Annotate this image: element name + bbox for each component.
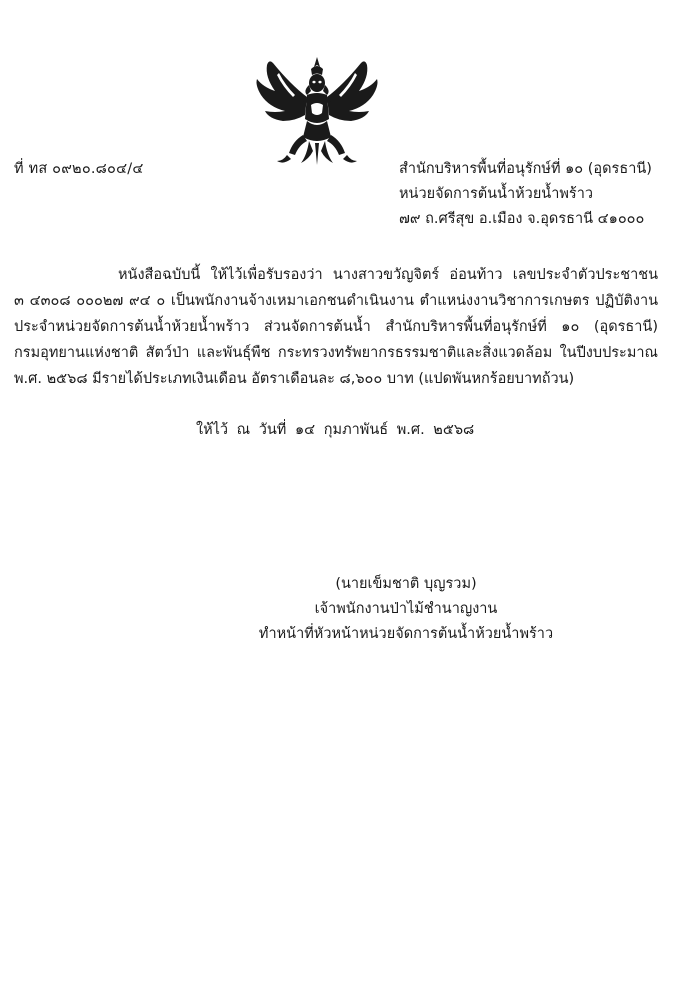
office-name: สำนักบริหารพื้นที่อนุรักษ์ที่ ๑๐ (อุดรธานี) xyxy=(399,161,652,177)
document-reference-number: ที่ ทส ๐๙๒๐.๘๐๔/๔ xyxy=(14,161,144,177)
body-line: พ.ศ. ๒๕๖๘ มีรายได้ประเภทเงินเดือน อัตราเดือนละ ๘,๖๐๐ บาท (แปดพันหกร้อยบาทถ้วน) xyxy=(14,371,575,387)
unit-name: หน่วยจัดการต้นน้ำห้วยน้ำพร้าว xyxy=(399,186,593,202)
signature-block xyxy=(203,572,609,647)
body-line: หนังสือฉบับนี้ ให้ไว้เพื่อรับรองว่า นางสาวขวัญจิตร์ อ่อนท้าว เลขประจำตัวประชาชน xyxy=(118,267,658,283)
body-line: ประจำหน่วยจัดการต้นน้ำห้วยน้ำพร้าว ส่วนจัดการต้นน้ำ สำนักบริหารพื้นที่อนุรักษ์ที่ ๑๐ (อุดรธานี) xyxy=(14,319,658,335)
body-line: ๓ ๔๓๐๘ ๐๐๐๒๗ ๙๔ ๐ เป็นพนักงานจ้างเหมาเอกชนดำเนินงาน ตำแหน่งงานวิชาการเกษตร ปฏิบัติงาน xyxy=(14,293,658,309)
garuda-emblem-icon xyxy=(251,55,383,167)
signatory-acting-role: ทำหน้าที่หัวหน้าหน่วยจัดการต้นน้ำห้วยน้ำพร้าว xyxy=(258,626,554,642)
signatory-name: (นายเข็มชาติ บุญรวม) xyxy=(335,576,477,592)
issue-date-line: ให้ไว้ ณ วันที่ ๑๔ กุมภาพันธ์ พ.ศ. ๒๕๖๘ xyxy=(196,422,475,438)
body-line: กรมอุทยานแห่งชาติ สัตว์ป่า และพันธุ์พืช กระทรวงทรัพยากรธรรมชาติและสิ่งแวดล้อม ในปีงบประมาณ xyxy=(14,345,658,361)
signatory-position: เจ้าพนักงานป่าไม้ชำนาญงาน xyxy=(314,601,498,617)
certificate-body xyxy=(14,262,658,392)
office-address: ๗๙ ถ.ศรีสุข อ.เมือง จ.อุดรธานี ๔๑๐๐๐ xyxy=(399,211,645,227)
issuing-office-address xyxy=(399,157,652,232)
